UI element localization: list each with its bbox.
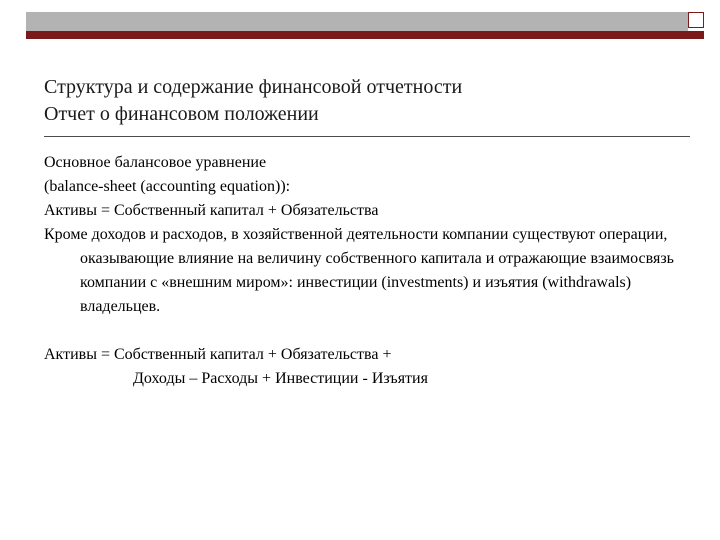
title-divider bbox=[44, 136, 690, 137]
slide-body bbox=[44, 151, 694, 391]
slide-title-line-2: Отчет о финансовом положении bbox=[44, 103, 319, 125]
header-gray-bar bbox=[26, 12, 688, 32]
body-paragraph-operations: Кроме доходов и расходов, в хозяйственной деятельности компании существуют операции, оказывающие влияние на величину собственного капитала и отражающие взаимосвязь компании с «внешним миром»: инвестиции (investments) и изъятия (withdrawals) владельцев. bbox=[44, 226, 674, 315]
body-equation-extended-line-1: Активы = Собственный капитал + Обязательства + bbox=[44, 346, 392, 363]
corner-fill-block bbox=[688, 31, 704, 39]
header-accent-bar bbox=[26, 31, 688, 39]
slide-title-line-1: Структура и содержание финансовой отчетности bbox=[44, 76, 463, 98]
body-equation-extended-line-2: Доходы – Расходы + Инвестиции - Изъятия bbox=[133, 370, 428, 387]
body-spacer bbox=[44, 319, 694, 343]
body-equation-basic: Активы = Собственный капитал + Обязательства bbox=[44, 202, 379, 219]
body-line-equation-english: (balance-sheet (accounting equation)): bbox=[44, 178, 291, 195]
body-line-equation-heading: Основное балансовое уравнение bbox=[44, 154, 267, 171]
corner-outline-square bbox=[688, 12, 704, 28]
slide-title bbox=[44, 74, 684, 128]
corner-decoration bbox=[688, 12, 704, 39]
